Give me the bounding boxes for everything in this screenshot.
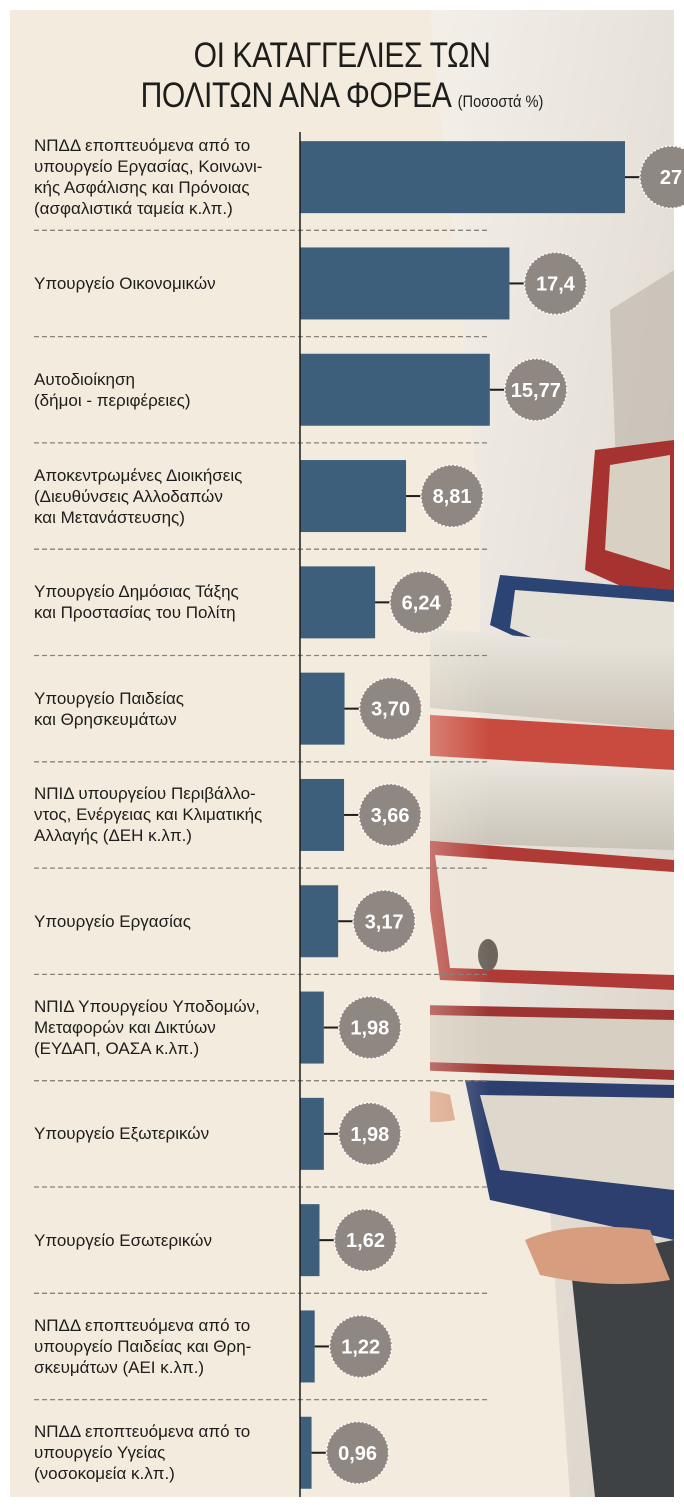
category-label: Υπουργείο Οικονομικών — [34, 273, 216, 293]
bar — [300, 673, 345, 745]
bar — [300, 460, 406, 532]
data-label: 15,77 — [510, 379, 561, 402]
bar — [300, 354, 490, 426]
category-label: ΝΠΔΔ εποπτευόμενα από το υπουργείο Παιδείας και Θρη- σκευμάτων (ΑΕΙ κ.λπ.) — [34, 1315, 252, 1377]
data-label: 1,22 — [341, 1336, 381, 1359]
category-label: Υπουργείο Εσωτερικών — [34, 1230, 212, 1250]
data-label: 1,98 — [350, 1123, 390, 1146]
category-label: Υπουργείο Δημόσιας Τάξης και Προστασίας του Πολίτη — [34, 582, 239, 623]
data-label: 3,17 — [364, 911, 404, 934]
category-label: Υπουργείο Παιδείας και Θρησκευμάτων — [34, 688, 185, 729]
category-label: ΝΠΙΔ Υπουργείου Υποδομών, Μεταφορών και Δικτύων (ΕΥΔΑΠ, ΟΑΣΑ κ.λπ.) — [34, 997, 260, 1059]
category-label: ΝΠΙΔ υπουργείου Περιβάλλο- ντος, Ενέργειας και Κλιματικής Αλλαγής (ΔΕΗ κ.λπ.) — [34, 784, 263, 846]
bar — [300, 566, 375, 638]
data-label: 3,70 — [371, 698, 411, 721]
bar — [300, 141, 625, 213]
bar-chart — [10, 10, 683, 1497]
data-label: 3,66 — [370, 804, 410, 827]
data-label: 6,24 — [401, 592, 441, 615]
data-label: 27 — [659, 167, 683, 190]
category-label: Αυτοδιοίκηση (δήμοι - περιφέρειες) — [34, 369, 191, 410]
category-label: Υπουργείο Εργασίας — [34, 911, 191, 931]
data-label: 1,62 — [346, 1230, 385, 1253]
category-label: ΝΠΔΔ εποπτευόμενα από το υπουργείο Εργασίας, Κοινωνι- κής Ασφάλισης και Πρόνοιας (ασφαλιστικά ταμεία κ.λπ.) — [34, 136, 263, 219]
data-label: 1,98 — [350, 1017, 390, 1040]
chart-subtitle: (Ποσοστά %) — [457, 92, 544, 111]
chart-title-line: ΠΟΛΙΤΩΝ ΑΝΑ ΦΟΡΕΑ — [140, 76, 458, 115]
bar — [300, 247, 509, 319]
category-label: Υπουργείο Εξωτερικών — [34, 1124, 210, 1144]
infographic-card — [10, 10, 683, 1497]
bar — [300, 885, 338, 957]
bar — [300, 779, 344, 851]
data-label: 0,96 — [338, 1442, 378, 1465]
chart-title-line: ΟΙ ΚΑΤΑΓΓΕΛΙΕΣ ΤΩΝ — [193, 36, 491, 75]
data-label: 8,81 — [432, 486, 472, 509]
category-label: ΝΠΔΔ εποπτευόμενα από το υπουργείο Υγείας (νοσοκομεία κ.λπ.) — [34, 1422, 251, 1484]
category-label: Αποκεντρωμένες Διοικήσεις (Διευθύνσεις Αλλοδαπών και Μετανάστευσης) — [34, 465, 243, 527]
data-label: 17,4 — [535, 273, 575, 296]
